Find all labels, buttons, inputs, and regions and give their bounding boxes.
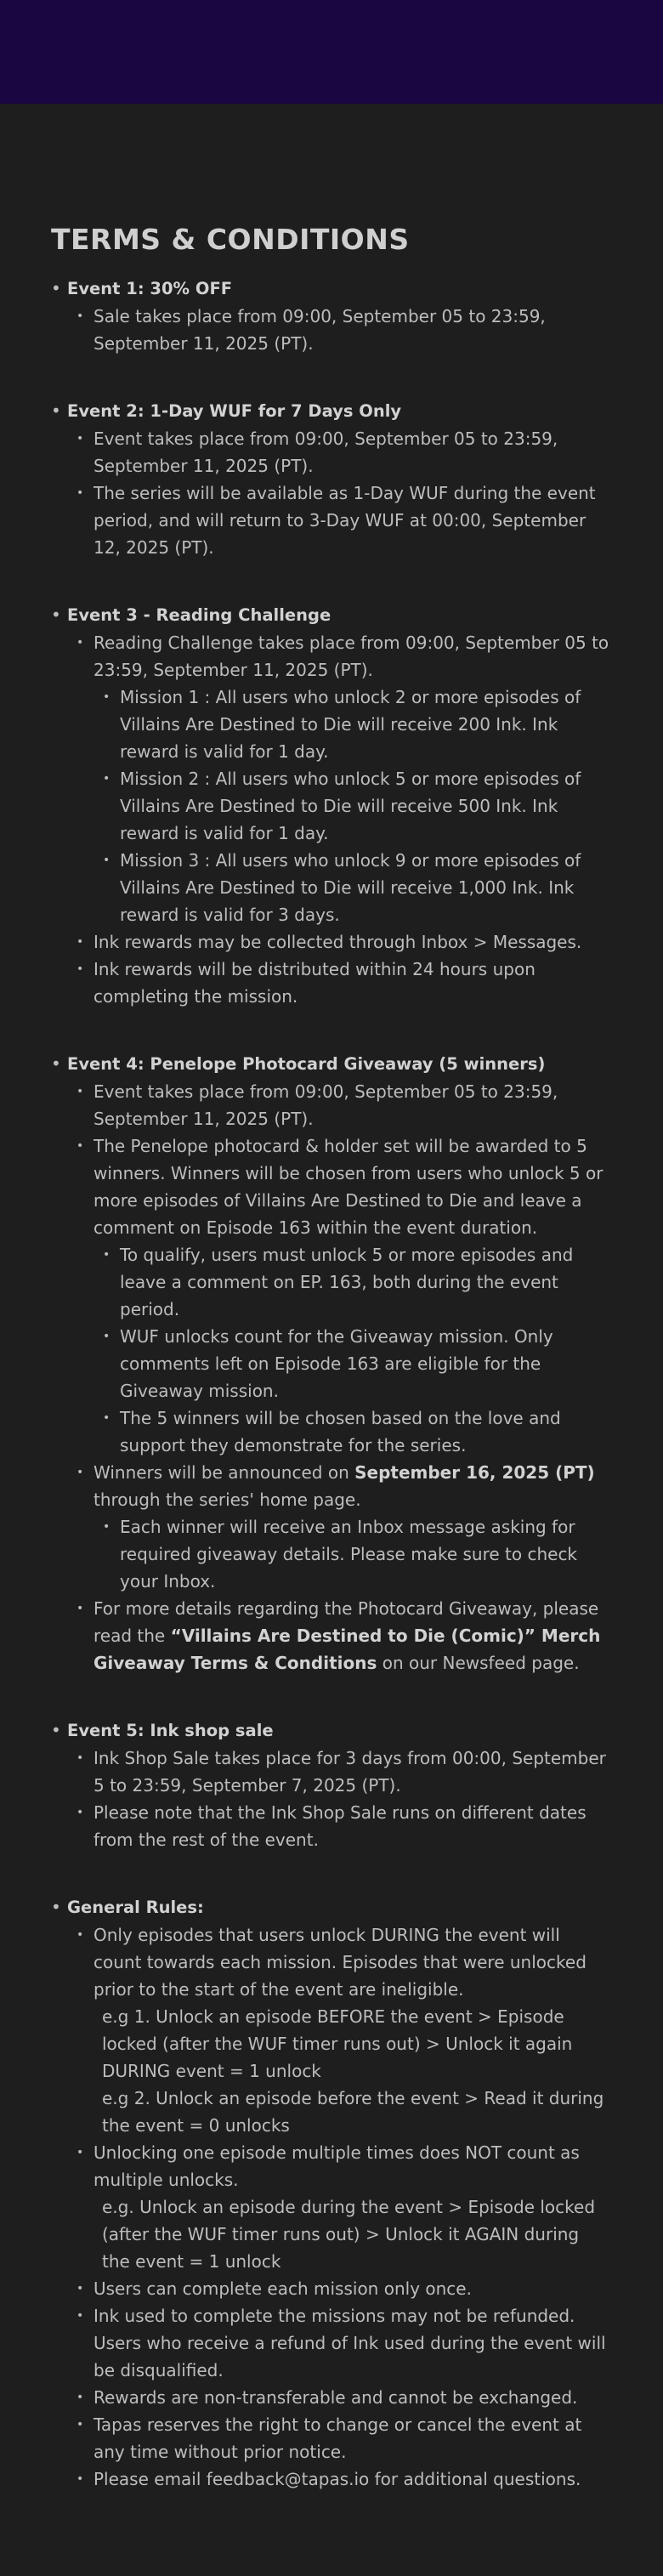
sub-item-text: The 5 winners will be chosen based on the love and support they demonstrate for the series. bbox=[120, 1408, 561, 1455]
item-text: Tapas reserves the right to change or cancel the event at any time without prior notice. bbox=[94, 2414, 582, 2462]
item-text: For more details regarding the Photocard Giveaway, please read the bbox=[94, 1598, 599, 1646]
item-text: The series will be available as 1-Day WUF during the event period, and will return to 3-Day WUF at 00:00, September 12, 2025 (PT). bbox=[94, 483, 596, 558]
event-items bbox=[67, 629, 612, 1010]
example-line bbox=[94, 2003, 612, 2085]
event-item bbox=[67, 956, 612, 1010]
event-title: Event 5: Ink shop sale bbox=[67, 1721, 274, 1740]
bold-wrapper bbox=[354, 1462, 595, 1483]
event-items bbox=[67, 425, 612, 561]
sub-items bbox=[94, 1513, 612, 1595]
example-text: e.g 1. Unlock an episode BEFORE the event > Episode locked (after the WUF timer runs out) > Unlock it again DURING event = 1 unlock bbox=[102, 2006, 573, 2081]
event-item bbox=[67, 479, 612, 561]
item-text: Ink rewards may be collected through Inbox > Messages. bbox=[94, 932, 582, 952]
event-item bbox=[67, 303, 612, 357]
item-text: on our Newsfeed page. bbox=[377, 1653, 580, 1673]
sub-items bbox=[94, 1241, 612, 1459]
event-section bbox=[51, 1050, 612, 1677]
item-text: Sale takes place from 09:00, September 05 to 23:59, September 11, 2025 (PT). bbox=[94, 306, 546, 354]
example-text: e.g 2. Unlock an episode before the event > Read it during the event = 0 unlocks bbox=[102, 2088, 604, 2136]
sub-item-text: Mission 3 : All users who unlock 9 or more episodes of Villains Are Destined to Die will receive 1,000 Ink. Ink reward is valid for 3 days. bbox=[120, 850, 581, 925]
item-text: The Penelope photocard & holder set will be awarded to 5 winners. Winners will be chosen from users who unlock 5 or more episodes of Villains Are Destined to Die and leave a comment on Episode 163 within the event duration. bbox=[94, 1136, 604, 1238]
event-section bbox=[51, 601, 612, 1010]
sub-item-text: Mission 1 : All users who unlock 2 or more episodes of Villains Are Destined to Die will receive 200 Ink. Ink reward is valid for 1 day. bbox=[120, 687, 581, 762]
top-banner bbox=[0, 0, 663, 104]
event-item bbox=[67, 1745, 612, 1799]
event-items bbox=[67, 1921, 612, 2493]
item-text: Rewards are non-transferable and cannot be exchanged. bbox=[94, 2387, 578, 2408]
item-text: Only episodes that users unlock DURING the event will count towards each mission. Episodes that were unlocked prior to the start of the event are ineligible. bbox=[94, 1925, 586, 2000]
event-items bbox=[67, 303, 612, 357]
event-item bbox=[67, 1799, 612, 1853]
sub-item bbox=[94, 1241, 612, 1323]
item-text: Event takes place from 09:00, September 05 to 23:59, September 11, 2025 (PT). bbox=[94, 428, 558, 476]
sub-item-text: To qualify, users must unlock 5 or more episodes and leave a comment on EP. 163, both during the event period. bbox=[120, 1245, 574, 1319]
example-line bbox=[94, 2085, 612, 2139]
item-text: Reading Challenge takes place from 09:00, September 05 to 23:59, September 11, 2025 (PT). bbox=[94, 633, 609, 680]
event-item bbox=[67, 2275, 612, 2302]
event-item bbox=[67, 1459, 612, 1595]
event-title: Event 2: 1-Day WUF for 7 Days Only bbox=[67, 401, 402, 421]
event-item bbox=[67, 2465, 612, 2493]
terms-content bbox=[0, 104, 663, 2493]
event-section bbox=[51, 1893, 612, 2493]
item-text: Winners will be announced on bbox=[94, 1462, 355, 1483]
item-text: Ink Shop Sale takes place for 3 days from 00:00, September 5 to 23:59, September 7, 2025 (PT). bbox=[94, 1748, 606, 1796]
events-list bbox=[51, 275, 612, 2493]
sub-item bbox=[94, 847, 612, 928]
event-item bbox=[67, 928, 612, 956]
item-text: Event takes place from 09:00, September 05 to 23:59, September 11, 2025 (PT). bbox=[94, 1081, 558, 1129]
event-title: Event 4: Penelope Photocard Giveaway (5 winners) bbox=[67, 1054, 546, 1074]
sub-item bbox=[94, 765, 612, 847]
event-title: Event 1: 30% OFF bbox=[67, 279, 233, 298]
item-text: Users can complete each mission only once. bbox=[94, 2278, 472, 2299]
event-item bbox=[67, 2302, 612, 2384]
item-bold-text: “Villains Are Destined to Die (Comic)” Merch Giveaway Terms & Conditions bbox=[94, 1626, 601, 1673]
item-text: Ink used to complete the missions may not be refunded. Users who receive a refund of Ink used during the event will be disqualified. bbox=[94, 2306, 606, 2380]
item-text: through the series' home page. bbox=[94, 1489, 361, 1510]
event-item bbox=[67, 1595, 612, 1677]
sub-item bbox=[94, 1323, 612, 1404]
page-title: TERMS & CONDITIONS bbox=[51, 223, 410, 256]
event-title: General Rules: bbox=[67, 1898, 204, 1917]
item-bold-text: September 16, 2025 (PT) bbox=[354, 1462, 595, 1483]
example-text: e.g. Unlock an episode during the event > Episode locked (after the WUF timer runs out) > Unlock it AGAIN during the event = 1 unlock bbox=[102, 2197, 596, 2272]
event-section bbox=[51, 1716, 612, 1853]
event-item bbox=[67, 425, 612, 479]
event-item bbox=[67, 1921, 612, 2139]
event-item bbox=[67, 2139, 612, 2275]
event-item bbox=[67, 1132, 612, 1459]
event-item bbox=[67, 2384, 612, 2411]
event-items bbox=[67, 1745, 612, 1853]
event-item bbox=[67, 629, 612, 928]
event-items bbox=[67, 1078, 612, 1677]
event-title: Event 3 - Reading Challenge bbox=[67, 605, 332, 625]
sub-item bbox=[94, 1404, 612, 1459]
item-text: Please email feedback@tapas.io for additional questions. bbox=[94, 2469, 581, 2489]
sub-item-text: Each winner will receive an Inbox message asking for required giveaway details. Please make sure to check your Inbox. bbox=[120, 1517, 578, 1592]
sub-item bbox=[94, 1513, 612, 1595]
item-text: Ink rewards will be distributed within 24 hours upon completing the mission. bbox=[94, 959, 536, 1007]
sub-item-text: Mission 2 : All users who unlock 5 or more episodes of Villains Are Destined to Die will receive 500 Ink. Ink reward is valid for 1 day. bbox=[120, 769, 581, 843]
item-text: Please note that the Ink Shop Sale runs on different dates from the rest of the event. bbox=[94, 1802, 586, 1850]
event-section bbox=[51, 397, 612, 561]
sub-item-text: WUF unlocks count for the Giveaway mission. Only comments left on Episode 163 are eligible for the Giveaway mission. bbox=[120, 1326, 553, 1401]
event-section bbox=[51, 275, 612, 357]
example-line bbox=[94, 2193, 612, 2275]
sub-item bbox=[94, 684, 612, 765]
event-item bbox=[67, 1078, 612, 1132]
sub-items bbox=[94, 684, 612, 928]
item-text: Unlocking one episode multiple times does NOT count as multiple unlocks. bbox=[94, 2142, 580, 2190]
event-item bbox=[67, 2411, 612, 2465]
